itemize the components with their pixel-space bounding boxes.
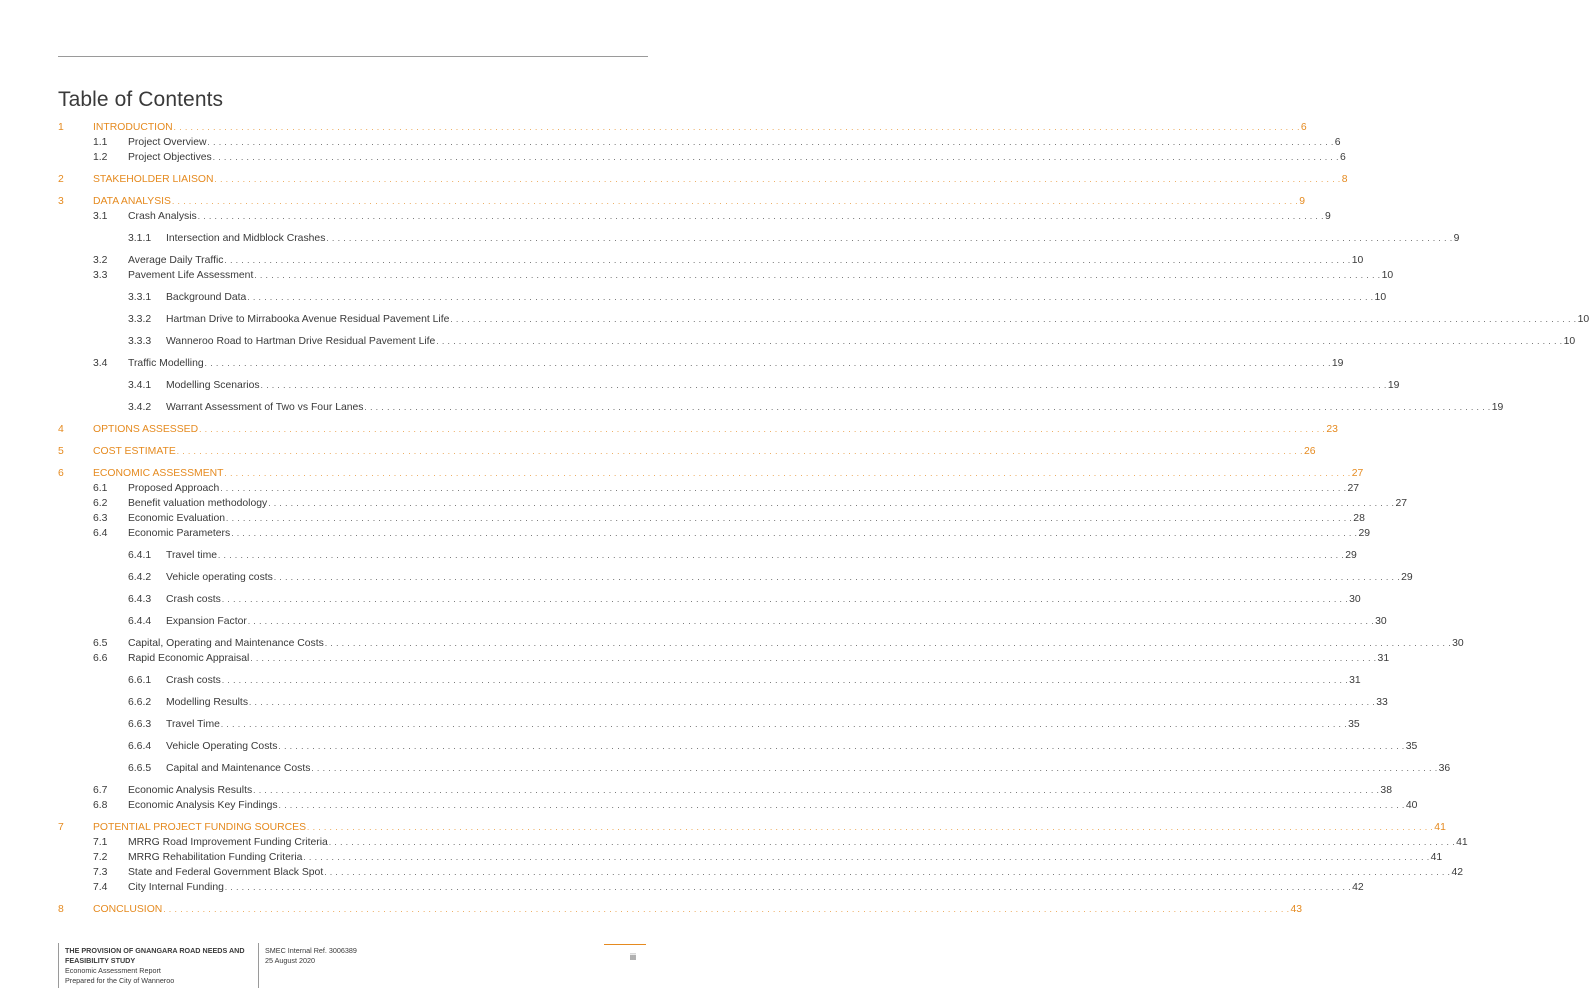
toc-entry-2[interactable]: [58, 173, 1348, 187]
toc-entry-number: 6.4: [93, 528, 108, 539]
toc-entry-number: 3.4: [93, 358, 108, 369]
toc-dot-leader: . . . . . . . . . . . . . . . . . . . . . . . . . . . . . . . . . . . . . . . . . . . . . . . . . . . . . . . . . . . . . . . . . . . . . . . . . . . . . . . . . . . . . . . . . . . . . . . . . . . . . . . . . . . . . . . . . . . . . . . . . . . . . . . . . . . . . . . . . . . . . . . . . . . . . . . . . . . . . . . . . . . . . . . . . . . . . . . . . . . . . . . . . . . . . . . . . . . . . . . .: [207, 138, 1334, 147]
toc-entry-3-4[interactable]: [93, 357, 1344, 371]
toc-entry-number: 6.1: [93, 483, 108, 494]
toc-entry-number: 6.7: [93, 785, 108, 796]
toc-entry-6-1[interactable]: [93, 482, 1360, 496]
toc-dot-leader: . . . . . . . . . . . . . . . . . . . . . . . . . . . . . . . . . . . . . . . . . . . . . . . . . . . . . . . . . . . . . . . . . . . . . . . . . . . . . . . . . . . . . . . . . . . . . . . . . . . . . . . . . . . . . . . . . . . . . . . . . . . . . . . . . . . . . . . . . . . . . . . . . . . . . . . . . . . . . . . . . . . . . . . . . . . . . . . . . . . . . . . . . . . . . . . . . . . . . . . .: [224, 469, 1351, 478]
toc-dot-leader: . . . . . . . . . . . . . . . . . . . . . . . . . . . . . . . . . . . . . . . . . . . . . . . . . . . . . . . . . . . . . . . . . . . . . . . . . . . . . . . . . . . . . . . . . . . . . . . . . . . . . . . . . . . . . . . . . . . . . . . . . . . . . . . . . . . . . . . . . . . . . . . . . . . . . . . . . . . . . . . . . . . . . . . . . . . . . . . . . . . . . . . . . . . . . . . . . . . . . . . .: [220, 484, 1347, 493]
toc-entry-page: 9: [1324, 211, 1331, 222]
toc-entry-title: Rapid Economic Appraisal: [128, 653, 250, 664]
toc-entry-page: 41: [1456, 837, 1468, 848]
toc-entry-title: Hartman Drive to Mirrabooka Avenue Residual Pavement Life: [166, 314, 450, 325]
toc-entry-6-4-2[interactable]: [128, 571, 1413, 585]
toc-entry-title: Warrant Assessment of Two vs Four Lanes: [166, 402, 364, 413]
toc-entry-page: 29: [1358, 528, 1371, 539]
toc-dot-leader: . . . . . . . . . . . . . . . . . . . . . . . . . . . . . . . . . . . . . . . . . . . . . . . . . . . . . . . . . . . . . . . . . . . . . . . . . . . . . . . . . . . . . . . . . . . . . . . . . . . . . . . . . . . . . . . . . . . . . . . . . . . . . . . . . . . . . . . . . . . . . . . . . . . . . . . . . . . . . . . . . . . . . . . . . . . . . . . . . . . . . . . . . . . . . . . . . . . . . . . .: [273, 573, 1401, 582]
toc-entry-page: 26: [1304, 446, 1316, 457]
toc-entry-6-6-4[interactable]: [128, 740, 1418, 754]
toc-entry-page: 28: [1353, 513, 1365, 524]
toc-entry-title: Vehicle operating costs: [166, 572, 273, 583]
toc-entry-number: 1.2: [93, 152, 108, 163]
toc-entry-3[interactable]: [58, 195, 1305, 209]
toc-dot-leader: . . . . . . . . . . . . . . . . . . . . . . . . . . . . . . . . . . . . . . . . . . . . . . . . . . . . . . . . . . . . . . . . . . . . . . . . . . . . . . . . . . . . . . . . . . . . . . . . . . . . . . . . . . . . . . . . . . . . . . . . . . . . . . . . . . . . . . . . . . . . . . . . . . . . . . . . . . . . . . . . . . . . . . . . . . . . . . . . . . . . . . . . . . . . . . . . . . . . . . . .: [278, 801, 1405, 810]
toc-dot-leader: . . . . . . . . . . . . . . . . . . . . . . . . . . . . . . . . . . . . . . . . . . . . . . . . . . . . . . . . . . . . . . . . . . . . . . . . . . . . . . . . . . . . . . . . . . . . . . . . . . . . . . . . . . . . . . . . . . . . . . . . . . . . . . . . . . . . . . . . . . . . . . . . . . . . . . . . . . . . . . . . . . . . . . . . . . . . . . . . . . . . . . . . . . . . . . . . . . . . . . . .: [436, 337, 1563, 346]
toc-entry-number: 1.1: [93, 137, 108, 148]
toc-entry-6-5[interactable]: [93, 637, 1464, 651]
toc-entry-title: Economic Parameters: [128, 528, 231, 539]
toc-entry-number: 3.4.1: [128, 380, 152, 391]
toc-entry-title: Modelling Scenarios: [166, 380, 260, 391]
toc-entry-3-3-1[interactable]: [128, 291, 1387, 305]
toc-entry-page: 40: [1405, 800, 1418, 811]
toc-entry-page: 6: [1300, 122, 1307, 133]
toc-entry-title: Intersection and Midblock Crashes: [166, 233, 326, 244]
toc-entry-page: 33: [1376, 697, 1388, 708]
toc-entry-title: State and Federal Government Black Spot: [128, 867, 324, 878]
toc-dot-leader: . . . . . . . . . . . . . . . . . . . . . . . . . . . . . . . . . . . . . . . . . . . . . . . . . . . . . . . . . . . . . . . . . . . . . . . . . . . . . . . . . . . . . . . . . . . . . . . . . . . . . . . . . . . . . . . . . . . . . . . . . . . . . . . . . . . . . . . . . . . . . . . . . . . . . . . . . . . . . . . . . . . . . . . . . . . . . . . . . . . . . . . . . . . . . . . . . . . . . . . .: [326, 234, 1453, 243]
toc-entry-6-3[interactable]: [93, 512, 1365, 526]
toc-entry-title: Vehicle Operating Costs: [166, 741, 278, 752]
toc-entry-3-4-1[interactable]: [128, 379, 1400, 393]
toc-entry-6-7[interactable]: [93, 784, 1392, 798]
toc-entry-6-8[interactable]: [93, 799, 1418, 813]
toc-entry-1-2[interactable]: [93, 151, 1346, 165]
toc-entry-title: POTENTIAL PROJECT FUNDING SOURCES: [93, 822, 307, 833]
toc-entry-6-4[interactable]: [93, 527, 1371, 541]
toc-entry-title: INTRODUCTION: [93, 122, 173, 133]
toc-entry-title: City Internal Funding: [128, 882, 224, 893]
toc-entry-number: 3.3.1: [128, 292, 152, 303]
toc-entry-number: 6: [58, 468, 64, 479]
toc-dot-leader: . . . . . . . . . . . . . . . . . . . . . . . . . . . . . . . . . . . . . . . . . . . . . . . . . . . . . . . . . . . . . . . . . . . . . . . . . . . . . . . . . . . . . . . . . . . . . . . . . . . . . . . . . . . . . . . . . . . . . . . . . . . . . . . . . . . . . . . . . . . . . . . . . . . . . . . . . . . . . . . . . . . . . . . . . . . . . . . . . . . . . . . . . . . . . . . . . . . . . . . .: [249, 698, 1376, 707]
toc-entry-number: 6.6.5: [128, 763, 152, 774]
toc-entry-number: 3.2: [93, 255, 108, 266]
toc-entry-number: 6.4.2: [128, 572, 152, 583]
toc-dot-leader: . . . . . . . . . . . . . . . . . . . . . . . . . . . . . . . . . . . . . . . . . . . . . . . . . . . . . . . . . . . . . . . . . . . . . . . . . . . . . . . . . . . . . . . . . . . . . . . . . . . . . . . . . . . . . . . . . . . . . . . . . . . . . . . . . . . . . . . . . . . . . . . . . . . . . . . . . . . . . . . . . . . . . . . . . . . . . . . . . . . . . . . . . . . . . . . . . . . . . . . .: [328, 838, 1456, 847]
toc-entry-page: 10: [1351, 255, 1364, 266]
toc-dot-leader: . . . . . . . . . . . . . . . . . . . . . . . . . . . . . . . . . . . . . . . . . . . . . . . . . . . . . . . . . . . . . . . . . . . . . . . . . . . . . . . . . . . . . . . . . . . . . . . . . . . . . . . . . . . . . . . . . . . . . . . . . . . . . . . . . . . . . . . . . . . . . . . . . . . . . . . . . . . . . . . . . . . . . . . . . . . . . . . . . . . . . . . . . . . . . . . . . . . . . . . .: [250, 654, 1377, 663]
toc-dot-leader: . . . . . . . . . . . . . . . . . . . . . . . . . . . . . . . . . . . . . . . . . . . . . . . . . . . . . . . . . . . . . . . . . . . . . . . . . . . . . . . . . . . . . . . . . . . . . . . . . . . . . . . . . . . . . . . . . . . . . . . . . . . . . . . . . . . . . . . . . . . . . . . . . . . . . . . . . . . . . . . . . . . . . . . . . . . . . . . . . . . . . . . . . . . . . . . . . . . . . . . .: [173, 123, 1300, 132]
toc-entry-page: 41: [1430, 852, 1443, 863]
toc-dot-leader: . . . . . . . . . . . . . . . . . . . . . . . . . . . . . . . . . . . . . . . . . . . . . . . . . . . . . . . . . . . . . . . . . . . . . . . . . . . . . . . . . . . . . . . . . . . . . . . . . . . . . . . . . . . . . . . . . . . . . . . . . . . . . . . . . . . . . . . . . . . . . . . . . . . . . . . . . . . . . . . . . . . . . . . . . . . . . . . . . . . . . . . . . . . . . . . . . . . . . . . .: [226, 514, 1353, 523]
footer-date: 25 August 2020: [265, 956, 315, 965]
toc-entry-page: 23: [1326, 424, 1338, 435]
toc-entry-title: Project Objectives: [128, 152, 212, 163]
toc-entry-7-4[interactable]: [93, 881, 1364, 895]
toc-entry-6-6-1[interactable]: [128, 674, 1361, 688]
toc-entry-page: 31: [1349, 675, 1361, 686]
page-number: iii: [630, 952, 636, 962]
toc-entry-number: 6.6.4: [128, 741, 152, 752]
toc-entry-page: 43: [1290, 904, 1303, 915]
toc-entry-number: 6.6.2: [128, 697, 152, 708]
toc-entry-title: Crash costs: [166, 675, 221, 686]
toc-entry-page: 19: [1387, 380, 1400, 391]
toc-entry-6-4-1[interactable]: [128, 549, 1357, 563]
toc-entry-number: 3: [58, 196, 64, 207]
toc-entry-number: 6.4.4: [128, 616, 152, 627]
toc-entry-page: 19: [1331, 358, 1344, 369]
page-title: Table of Contents: [58, 88, 224, 111]
footer-project-title-line1: THE PROVISION OF GNANGARA ROAD NEEDS AND: [65, 946, 245, 955]
toc-entry-title: Wanneroo Road to Hartman Drive Residual Pavement Life: [166, 336, 436, 347]
toc-dot-leader: . . . . . . . . . . . . . . . . . . . . . . . . . . . . . . . . . . . . . . . . . . . . . . . . . . . . . . . . . . . . . . . . . . . . . . . . . . . . . . . . . . . . . . . . . . . . . . . . . . . . . . . . . . . . . . . . . . . . . . . . . . . . . . . . . . . . . . . . . . . . . . . . . . . . . . . . . . . . . . . . . . . . . . . . . . . . . . . . . . . . . . . . . . . . . . . . . . . . . . . .: [221, 595, 1349, 604]
toc-entry-page: 31: [1377, 653, 1390, 664]
toc-entry-title: Expansion Factor: [166, 616, 247, 627]
toc-entry-number: 6.2: [93, 498, 108, 509]
toc-entry-number: 6.3: [93, 513, 108, 524]
toc-entry-number: 1: [58, 122, 64, 133]
toc-entry-number: 6.8: [93, 800, 108, 811]
toc-entry-title: Crash costs: [166, 594, 221, 605]
toc-entry-page: 30: [1452, 638, 1464, 649]
toc-dot-leader: . . . . . . . . . . . . . . . . . . . . . . . . . . . . . . . . . . . . . . . . . . . . . . . . . . . . . . . . . . . . . . . . . . . . . . . . . . . . . . . . . . . . . . . . . . . . . . . . . . . . . . . . . . . . . . . . . . . . . . . . . . . . . . . . . . . . . . . . . . . . . . . . . . . . . . . . . . . . . . . . . . . . . . . . . . . . . . . . . . . . . . . . . . . . . . . . . . . . . . . .: [212, 153, 1339, 162]
toc-entry-title: STAKEHOLDER LIAISON: [93, 174, 214, 185]
toc-entry-6[interactable]: [58, 467, 1364, 481]
toc-entry-3-3[interactable]: [93, 269, 1394, 283]
toc-entry-3-3-2[interactable]: [128, 313, 1589, 327]
toc-dot-leader: . . . . . . . . . . . . . . . . . . . . . . . . . . . . . . . . . . . . . . . . . . . . . . . . . . . . . . . . . . . . . . . . . . . . . . . . . . . . . . . . . . . . . . . . . . . . . . . . . . . . . . . . . . . . . . . . . . . . . . . . . . . . . . . . . . . . . . . . . . . . . . . . . . . . . . . . . . . . . . . . . . . . . . . . . . . . . . . . . . . . . . . . . . . . . . . . . . . . . . . .: [221, 676, 1349, 685]
toc-dot-leader: . . . . . . . . . . . . . . . . . . . . . . . . . . . . . . . . . . . . . . . . . . . . . . . . . . . . . . . . . . . . . . . . . . . . . . . . . . . . . . . . . . . . . . . . . . . . . . . . . . . . . . . . . . . . . . . . . . . . . . . . . . . . . . . . . . . . . . . . . . . . . . . . . . . . . . . . . . . . . . . . . . . . . . . . . . . . . . . . . . . . . . . . . . . . . . . . . . . . . . . .: [224, 256, 1351, 265]
toc-entry-6-2[interactable]: [93, 497, 1408, 511]
toc-entry-title: Background Data: [166, 292, 247, 303]
toc-entry-number: 6.4.3: [128, 594, 152, 605]
toc-entry-5[interactable]: [58, 445, 1316, 459]
toc-entry-number: 7.3: [93, 867, 108, 878]
toc-entry-number: 3.3.2: [128, 314, 152, 325]
toc-entry-6-6[interactable]: [93, 652, 1390, 666]
toc-dot-leader: . . . . . . . . . . . . . . . . . . . . . . . . . . . . . . . . . . . . . . . . . . . . . . . . . . . . . . . . . . . . . . . . . . . . . . . . . . . . . . . . . . . . . . . . . . . . . . . . . . . . . . . . . . . . . . . . . . . . . . . . . . . . . . . . . . . . . . . . . . . . . . . . . . . . . . . . . . . . . . . . . . . . . . . . . . . . . . . . . . . . . . . . . . . . . . . . . . . . . . . .: [218, 551, 1345, 560]
toc-entry-title: Economic Analysis Key Findings: [128, 800, 278, 811]
toc-dot-leader: . . . . . . . . . . . . . . . . . . . . . . . . . . . . . . . . . . . . . . . . . . . . . . . . . . . . . . . . . . . . . . . . . . . . . . . . . . . . . . . . . . . . . . . . . . . . . . . . . . . . . . . . . . . . . . . . . . . . . . . . . . . . . . . . . . . . . . . . . . . . . . . . . . . . . . . . . . . . . . . . . . . . . . . . . . . . . . . . . . . . . . . . . . . . . . . . . . . . . . . .: [163, 905, 1290, 914]
toc-entry-title: Project Overview: [128, 137, 207, 148]
toc-entry-7-2[interactable]: [93, 851, 1443, 865]
toc-dot-leader: . . . . . . . . . . . . . . . . . . . . . . . . . . . . . . . . . . . . . . . . . . . . . . . . . . . . . . . . . . . . . . . . . . . . . . . . . . . . . . . . . . . . . . . . . . . . . . . . . . . . . . . . . . . . . . . . . . . . . . . . . . . . . . . . . . . . . . . . . . . . . . . . . . . . . . . . . . . . . . . . . . . . . . . . . . . . . . . . . . . . . . . . . . . . . . . . . . . . . . . .: [311, 764, 1438, 773]
toc-entry-number: 3.3.3: [128, 336, 152, 347]
toc-entry-title: Pavement Life Assessment: [128, 270, 254, 281]
toc-entry-number: 3.3: [93, 270, 108, 281]
toc-entry-page: 8: [1341, 174, 1348, 185]
toc-entry-1-1[interactable]: [93, 136, 1341, 150]
toc-dot-leader: . . . . . . . . . . . . . . . . . . . . . . . . . . . . . . . . . . . . . . . . . . . . . . . . . . . . . . . . . . . . . . . . . . . . . . . . . . . . . . . . . . . . . . . . . . . . . . . . . . . . . . . . . . . . . . . . . . . . . . . . . . . . . . . . . . . . . . . . . . . . . . . . . . . . . . . . . . . . . . . . . . . . . . . . . . . . . . . . . . . . . . . . . . . . . . . . . . . . . . . .: [197, 212, 1324, 221]
toc-dot-leader: . . . . . . . . . . . . . . . . . . . . . . . . . . . . . . . . . . . . . . . . . . . . . . . . . . . . . . . . . . . . . . . . . . . . . . . . . . . . . . . . . . . . . . . . . . . . . . . . . . . . . . . . . . . . . . . . . . . . . . . . . . . . . . . . . . . . . . . . . . . . . . . . . . . . . . . . . . . . . . . . . . . . . . . . . . . . . . . . . . . . . . . . . . . . . . . . . . . . . . . .: [364, 403, 1491, 412]
toc-dot-leader: . . . . . . . . . . . . . . . . . . . . . . . . . . . . . . . . . . . . . . . . . . . . . . . . . . . . . . . . . . . . . . . . . . . . . . . . . . . . . . . . . . . . . . . . . . . . . . . . . . . . . . . . . . . . . . . . . . . . . . . . . . . . . . . . . . . . . . . . . . . . . . . . . . . . . . . . . . . . . . . . . . . . . . . . . . . . . . . . . . . . . . . . . . . . . . . . . . . . . . . .: [254, 271, 1381, 280]
toc-dot-leader: . . . . . . . . . . . . . . . . . . . . . . . . . . . . . . . . . . . . . . . . . . . . . . . . . . . . . . . . . . . . . . . . . . . . . . . . . . . . . . . . . . . . . . . . . . . . . . . . . . . . . . . . . . . . . . . . . . . . . . . . . . . . . . . . . . . . . . . . . . . . . . . . . . . . . . . . . . . . . . . . . . . . . . . . . . . . . . . . . . . . . . . . . . . . . . . . . . . . . . . .: [307, 823, 1434, 832]
toc-entry-8[interactable]: [58, 903, 1303, 917]
toc-entry-page: 27: [1347, 483, 1360, 494]
header-rule: [58, 56, 648, 57]
toc-entry-number: 6.6: [93, 653, 108, 664]
toc-entry-number: 8: [58, 904, 64, 915]
toc-entry-number: 2: [58, 174, 64, 185]
toc-entry-number: 7.4: [93, 882, 108, 893]
toc-entry-6-6-3[interactable]: [128, 718, 1360, 732]
toc-entry-number: 3.1.1: [128, 233, 152, 244]
toc-entry-title: OPTIONS ASSESSED: [93, 424, 199, 435]
toc-entry-number: 6.6.1: [128, 675, 152, 686]
page-number-rule: [604, 944, 646, 945]
toc-entry-3-2[interactable]: [93, 254, 1364, 268]
footer-report-type: Economic Assessment Report: [65, 966, 161, 975]
toc-entry-title: Capital and Maintenance Costs: [166, 763, 311, 774]
toc-entry-page: 10: [1577, 314, 1589, 325]
toc-entry-title: Benefit valuation methodology: [128, 498, 268, 509]
toc-entry-1[interactable]: [58, 121, 1307, 135]
toc-entry-page: 10: [1381, 270, 1394, 281]
toc-entry-number: 5: [58, 446, 64, 457]
toc-entry-number: 4: [58, 424, 64, 435]
toc-entry-title: Modelling Results: [166, 697, 249, 708]
footer-reference-block: [265, 946, 465, 966]
footer-divider-mid: [258, 943, 259, 988]
toc-entry-page: 9: [1299, 196, 1305, 207]
footer-internal-ref: SMEC Internal Ref. 3006389: [265, 946, 357, 955]
toc-dot-leader: . . . . . . . . . . . . . . . . . . . . . . . . . . . . . . . . . . . . . . . . . . . . . . . . . . . . . . . . . . . . . . . . . . . . . . . . . . . . . . . . . . . . . . . . . . . . . . . . . . . . . . . . . . . . . . . . . . . . . . . . . . . . . . . . . . . . . . . . . . . . . . . . . . . . . . . . . . . . . . . . . . . . . . . . . . . . . . . . . . . . . . . . . . . . . . . . . . . . . . . .: [303, 853, 1430, 862]
footer-project-block: [65, 946, 253, 986]
toc-entry-4[interactable]: [58, 423, 1338, 437]
toc-dot-leader: . . . . . . . . . . . . . . . . . . . . . . . . . . . . . . . . . . . . . . . . . . . . . . . . . . . . . . . . . . . . . . . . . . . . . . . . . . . . . . . . . . . . . . . . . . . . . . . . . . . . . . . . . . . . . . . . . . . . . . . . . . . . . . . . . . . . . . . . . . . . . . . . . . . . . . . . . . . . . . . . . . . . . . . . . . . . . . . . . . . . . . . . . . . . . . . . . . . . . . . .: [231, 529, 1358, 538]
toc-entry-page: 38: [1380, 785, 1392, 796]
toc-entry-title: Travel time: [166, 550, 217, 561]
toc-entry-title: Proposed Approach: [128, 483, 220, 494]
toc-dot-leader: . . . . . . . . . . . . . . . . . . . . . . . . . . . . . . . . . . . . . . . . . . . . . . . . . . . . . . . . . . . . . . . . . . . . . . . . . . . . . . . . . . . . . . . . . . . . . . . . . . . . . . . . . . . . . . . . . . . . . . . . . . . . . . . . . . . . . . . . . . . . . . . . . . . . . . . . . . . . . . . . . . . . . . . . . . . . . . . . . . . . . . . . . . . . . . . . . . . . . . . .: [220, 720, 1348, 729]
toc-entry-page: 35: [1348, 719, 1360, 730]
toc-entry-page: 27: [1395, 498, 1408, 509]
toc-entry-title: Travel Time: [166, 719, 220, 730]
toc-dot-leader: . . . . . . . . . . . . . . . . . . . . . . . . . . . . . . . . . . . . . . . . . . . . . . . . . . . . . . . . . . . . . . . . . . . . . . . . . . . . . . . . . . . . . . . . . . . . . . . . . . . . . . . . . . . . . . . . . . . . . . . . . . . . . . . . . . . . . . . . . . . . . . . . . . . . . . . . . . . . . . . . . . . . . . . . . . . . . . . . . . . . . . . . . . . . . . . . . . . . . . . .: [224, 883, 1352, 892]
toc-entry-page: 35: [1405, 741, 1418, 752]
toc-entry-title: COST ESTIMATE: [93, 446, 176, 457]
toc-entry-7-3[interactable]: [93, 866, 1464, 880]
toc-entry-title: Economic Evaluation: [128, 513, 226, 524]
toc-entry-page: 36: [1438, 763, 1451, 774]
toc-dot-leader: . . . . . . . . . . . . . . . . . . . . . . . . . . . . . . . . . . . . . . . . . . . . . . . . . . . . . . . . . . . . . . . . . . . . . . . . . . . . . . . . . . . . . . . . . . . . . . . . . . . . . . . . . . . . . . . . . . . . . . . . . . . . . . . . . . . . . . . . . . . . . . . . . . . . . . . . . . . . . . . . . . . . . . . . . . . . . . . . . . . . . . . . . . . . . . . . . . . . . . . .: [171, 197, 1299, 206]
toc-entry-title: Economic Analysis Results: [128, 785, 253, 796]
toc-entry-title: Crash Analysis: [128, 211, 197, 222]
toc-entry-page: 27: [1351, 468, 1364, 479]
toc-entry-title: DATA ANALYSIS: [93, 196, 171, 207]
toc-entry-page: 9: [1453, 233, 1460, 244]
toc-dot-leader: . . . . . . . . . . . . . . . . . . . . . . . . . . . . . . . . . . . . . . . . . . . . . . . . . . . . . . . . . . . . . . . . . . . . . . . . . . . . . . . . . . . . . . . . . . . . . . . . . . . . . . . . . . . . . . . . . . . . . . . . . . . . . . . . . . . . . . . . . . . . . . . . . . . . . . . . . . . . . . . . . . . . . . . . . . . . . . . . . . . . . . . . . . . . . . . . . . . . . . . .: [450, 315, 1577, 324]
toc-entry-page: 10: [1563, 336, 1576, 347]
toc-entry-number: 6.6.3: [128, 719, 152, 730]
toc-dot-leader: . . . . . . . . . . . . . . . . . . . . . . . . . . . . . . . . . . . . . . . . . . . . . . . . . . . . . . . . . . . . . . . . . . . . . . . . . . . . . . . . . . . . . . . . . . . . . . . . . . . . . . . . . . . . . . . . . . . . . . . . . . . . . . . . . . . . . . . . . . . . . . . . . . . . . . . . . . . . . . . . . . . . . . . . . . . . . . . . . . . . . . . . . . . . . . . . . . . . . . . .: [278, 742, 1405, 751]
toc-entry-3-1-1[interactable]: [128, 232, 1460, 246]
toc-entry-page: 6: [1334, 137, 1341, 148]
toc-entry-6-4-3[interactable]: [128, 593, 1361, 607]
toc-dot-leader: . . . . . . . . . . . . . . . . . . . . . . . . . . . . . . . . . . . . . . . . . . . . . . . . . . . . . . . . . . . . . . . . . . . . . . . . . . . . . . . . . . . . . . . . . . . . . . . . . . . . . . . . . . . . . . . . . . . . . . . . . . . . . . . . . . . . . . . . . . . . . . . . . . . . . . . . . . . . . . . . . . . . . . . . . . . . . . . . . . . . . . . . . . . . . . . . . . . . . . . .: [204, 359, 1331, 368]
toc-entry-page: 29: [1345, 550, 1357, 561]
toc-entry-page: 6: [1339, 152, 1346, 163]
toc-entry-6-4-4[interactable]: [128, 615, 1387, 629]
toc-entry-title: ECONOMIC ASSESSMENT: [93, 468, 224, 479]
toc-dot-leader: . . . . . . . . . . . . . . . . . . . . . . . . . . . . . . . . . . . . . . . . . . . . . . . . . . . . . . . . . . . . . . . . . . . . . . . . . . . . . . . . . . . . . . . . . . . . . . . . . . . . . . . . . . . . . . . . . . . . . . . . . . . . . . . . . . . . . . . . . . . . . . . . . . . . . . . . . . . . . . . . . . . . . . . . . . . . . . . . . . . . . . . . . . . . . . . . . . . . . . . .: [176, 447, 1303, 456]
toc-entry-3-4-2[interactable]: [128, 401, 1504, 415]
toc-entry-number: 6.5: [93, 638, 108, 649]
toc-dot-leader: . . . . . . . . . . . . . . . . . . . . . . . . . . . . . . . . . . . . . . . . . . . . . . . . . . . . . . . . . . . . . . . . . . . . . . . . . . . . . . . . . . . . . . . . . . . . . . . . . . . . . . . . . . . . . . . . . . . . . . . . . . . . . . . . . . . . . . . . . . . . . . . . . . . . . . . . . . . . . . . . . . . . . . . . . . . . . . . . . . . . . . . . . . . . . . . . . . . . . . . .: [268, 499, 1395, 508]
toc-entry-7-1[interactable]: [93, 836, 1468, 850]
footer-divider-left: [58, 943, 59, 988]
toc-entry-page: 30: [1375, 616, 1387, 627]
toc-entry-3-1[interactable]: [93, 210, 1331, 224]
toc-dot-leader: . . . . . . . . . . . . . . . . . . . . . . . . . . . . . . . . . . . . . . . . . . . . . . . . . . . . . . . . . . . . . . . . . . . . . . . . . . . . . . . . . . . . . . . . . . . . . . . . . . . . . . . . . . . . . . . . . . . . . . . . . . . . . . . . . . . . . . . . . . . . . . . . . . . . . . . . . . . . . . . . . . . . . . . . . . . . . . . . . . . . . . . . . . . . . . . . . . . . . . . .: [253, 786, 1380, 795]
footer-project-title-line2: FEASIBILITY STUDY: [65, 956, 136, 965]
toc-dot-leader: . . . . . . . . . . . . . . . . . . . . . . . . . . . . . . . . . . . . . . . . . . . . . . . . . . . . . . . . . . . . . . . . . . . . . . . . . . . . . . . . . . . . . . . . . . . . . . . . . . . . . . . . . . . . . . . . . . . . . . . . . . . . . . . . . . . . . . . . . . . . . . . . . . . . . . . . . . . . . . . . . . . . . . . . . . . . . . . . . . . . . . . . . . . . . . . . . . . . . . . .: [214, 175, 1341, 184]
toc-dot-leader: . . . . . . . . . . . . . . . . . . . . . . . . . . . . . . . . . . . . . . . . . . . . . . . . . . . . . . . . . . . . . . . . . . . . . . . . . . . . . . . . . . . . . . . . . . . . . . . . . . . . . . . . . . . . . . . . . . . . . . . . . . . . . . . . . . . . . . . . . . . . . . . . . . . . . . . . . . . . . . . . . . . . . . . . . . . . . . . . . . . . . . . . . . . . . . . . . . . . . . . .: [324, 868, 1451, 877]
toc-entry-page: 41: [1434, 822, 1446, 833]
toc-entry-title: MRRG Rehabilitation Funding Criteria: [128, 852, 303, 863]
toc-entry-number: 7.2: [93, 852, 108, 863]
toc-entry-title: Capital, Operating and Maintenance Costs: [128, 638, 324, 649]
toc-entry-number: 3.1: [93, 211, 108, 222]
toc-entry-page: 29: [1401, 572, 1413, 583]
toc-entry-page: 10: [1374, 292, 1387, 303]
toc-dot-leader: . . . . . . . . . . . . . . . . . . . . . . . . . . . . . . . . . . . . . . . . . . . . . . . . . . . . . . . . . . . . . . . . . . . . . . . . . . . . . . . . . . . . . . . . . . . . . . . . . . . . . . . . . . . . . . . . . . . . . . . . . . . . . . . . . . . . . . . . . . . . . . . . . . . . . . . . . . . . . . . . . . . . . . . . . . . . . . . . . . . . . . . . . . . . . . . . . . . . . . . .: [199, 425, 1326, 434]
toc-entry-page: 30: [1349, 594, 1361, 605]
toc-entry-3-3-3[interactable]: [128, 335, 1576, 349]
toc-entry-title: Traffic Modelling: [128, 358, 204, 369]
toc-entry-page: 42: [1352, 882, 1364, 893]
toc-dot-leader: . . . . . . . . . . . . . . . . . . . . . . . . . . . . . . . . . . . . . . . . . . . . . . . . . . . . . . . . . . . . . . . . . . . . . . . . . . . . . . . . . . . . . . . . . . . . . . . . . . . . . . . . . . . . . . . . . . . . . . . . . . . . . . . . . . . . . . . . . . . . . . . . . . . . . . . . . . . . . . . . . . . . . . . . . . . . . . . . . . . . . . . . . . . . . . . . . . . . . . . .: [247, 617, 1375, 626]
toc-dot-leader: . . . . . . . . . . . . . . . . . . . . . . . . . . . . . . . . . . . . . . . . . . . . . . . . . . . . . . . . . . . . . . . . . . . . . . . . . . . . . . . . . . . . . . . . . . . . . . . . . . . . . . . . . . . . . . . . . . . . . . . . . . . . . . . . . . . . . . . . . . . . . . . . . . . . . . . . . . . . . . . . . . . . . . . . . . . . . . . . . . . . . . . . . . . . . . . . . . . . . . . .: [260, 381, 1387, 390]
toc-dot-leader: . . . . . . . . . . . . . . . . . . . . . . . . . . . . . . . . . . . . . . . . . . . . . . . . . . . . . . . . . . . . . . . . . . . . . . . . . . . . . . . . . . . . . . . . . . . . . . . . . . . . . . . . . . . . . . . . . . . . . . . . . . . . . . . . . . . . . . . . . . . . . . . . . . . . . . . . . . . . . . . . . . . . . . . . . . . . . . . . . . . . . . . . . . . . . . . . . . . . . . . .: [247, 293, 1374, 302]
toc-entry-page: 19: [1491, 402, 1504, 413]
toc-entry-title: CONCLUSION: [93, 904, 163, 915]
toc-entry-number: 7.1: [93, 837, 108, 848]
toc-entry-title: Average Daily Traffic: [128, 255, 224, 266]
toc-entry-number: 3.4.2: [128, 402, 152, 413]
toc-entry-number: 7: [58, 822, 64, 833]
toc-entry-number: 6.4.1: [128, 550, 152, 561]
toc-entry-6-6-2[interactable]: [128, 696, 1388, 710]
toc-entry-7[interactable]: [58, 821, 1446, 835]
toc-entry-title: MRRG Road Improvement Funding Criteria: [128, 837, 328, 848]
toc-entry-6-6-5[interactable]: [128, 762, 1451, 776]
toc-entry-page: 42: [1451, 867, 1464, 878]
footer-prepared-for: Prepared for the City of Wanneroo: [65, 976, 175, 985]
toc-dot-leader: . . . . . . . . . . . . . . . . . . . . . . . . . . . . . . . . . . . . . . . . . . . . . . . . . . . . . . . . . . . . . . . . . . . . . . . . . . . . . . . . . . . . . . . . . . . . . . . . . . . . . . . . . . . . . . . . . . . . . . . . . . . . . . . . . . . . . . . . . . . . . . . . . . . . . . . . . . . . . . . . . . . . . . . . . . . . . . . . . . . . . . . . . . . . . . . . . . . . . . . .: [324, 639, 1452, 648]
